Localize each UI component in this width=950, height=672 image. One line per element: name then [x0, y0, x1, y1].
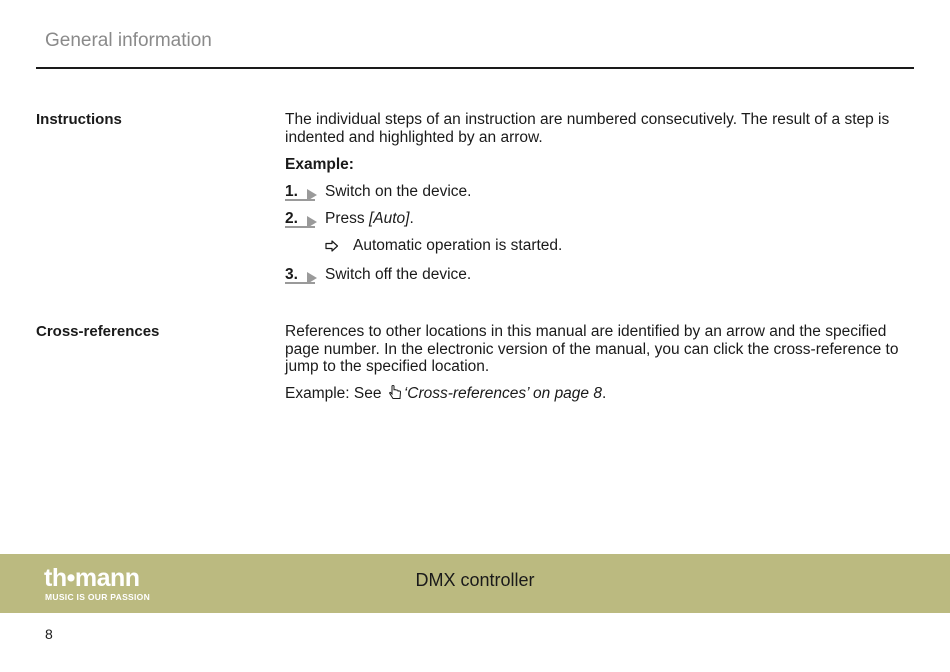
step-arrow-icon: [285, 270, 319, 286]
page-header-title: General information: [45, 30, 212, 51]
example-suffix: .: [601, 385, 607, 402]
instruction-step-2: [285, 210, 910, 234]
step-arrow-icon: [285, 187, 319, 203]
hand-pointer-icon: [389, 385, 402, 400]
step-number: 3.: [285, 266, 298, 283]
instruction-step-3: [285, 266, 910, 290]
example-label: Example:: [285, 156, 354, 173]
cross-references-body: References to other locations in this manual are identified by an arrow and the specified page number. In the electronic version of the manual, you can click the cross-reference to jump to the specified location.: [285, 323, 899, 375]
result-arrow-icon: [325, 240, 339, 252]
step-text: [325, 210, 414, 228]
instruction-step-1: [285, 183, 910, 207]
step-arrow-icon: [285, 214, 319, 230]
step-result: [325, 237, 825, 257]
step-text-suffix: .: [409, 210, 414, 227]
footer-product-name: DMX controller: [415, 570, 535, 590]
step-number: 1.: [285, 183, 298, 200]
step-number: 2.: [285, 210, 298, 227]
logo-tagline: MUSIC IS OUR PASSION: [45, 592, 151, 602]
button-reference: [Auto]: [368, 210, 410, 227]
thomann-logo: th•mann: [44, 564, 140, 592]
example-prefix: Example: See: [285, 385, 382, 402]
step-text: Switch on the device.: [325, 183, 472, 200]
instructions-heading: Instructions: [36, 111, 122, 128]
step-text: Switch off the device.: [325, 266, 472, 283]
header-divider: [36, 67, 914, 69]
page-number: 8: [45, 626, 53, 642]
cross-reference-link[interactable]: ‘Cross-references’ on page 8: [403, 385, 602, 402]
step-text-prefix: Press: [325, 210, 369, 227]
cross-references-heading: Cross-references: [36, 323, 160, 340]
instructions-intro: The individual steps of an instruction are numbered consecutively. The result of a step is indented and highlighted by an arrow.: [285, 111, 890, 146]
cross-reference-example: [285, 385, 606, 403]
result-text: Automatic operation is started.: [353, 237, 563, 254]
